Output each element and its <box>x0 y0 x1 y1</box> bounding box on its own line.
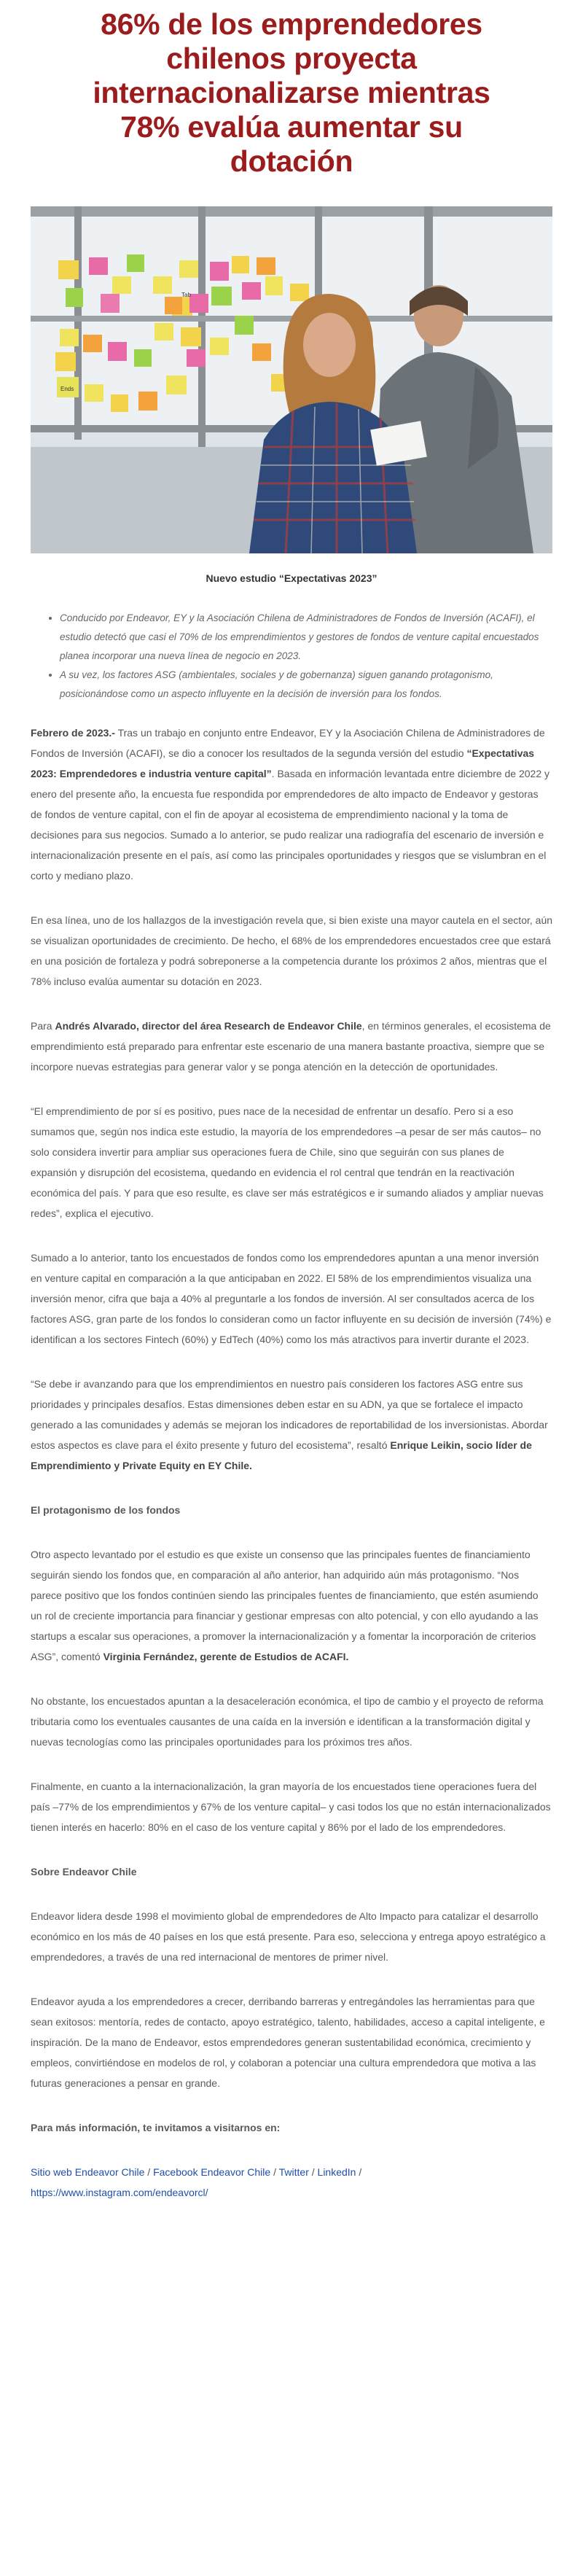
paragraph-quote <box>31 1374 552 1476</box>
quoted-person: Enrique Leikin, socio líder de Emprendimiento y Private Equity en EY Chile. <box>31 1439 532 1471</box>
link-separator: / <box>270 2166 279 2178</box>
quoted-person: Andrés Alvarado, director del área Research de Endeavor Chile <box>55 1020 362 1032</box>
paragraph-text: Tras un trabajo en conjunto entre Endeavor, EY y la Asociación Chilena de Administradores de Fondos de Inversión (ACAFI), se dio a conocer los resultados de la segunda versión del estudio <box>31 727 545 759</box>
social-links <box>31 2162 552 2203</box>
linkedin-link[interactable]: LinkedIn <box>317 2166 356 2178</box>
hero-image <box>31 206 552 553</box>
website-link[interactable]: Sitio web Endeavor Chile <box>31 2166 145 2178</box>
summary-bullets <box>29 609 554 704</box>
link-separator: / <box>144 2166 154 2178</box>
twitter-link[interactable]: Twitter <box>278 2166 309 2178</box>
link-separator: / <box>308 2166 318 2178</box>
paragraph: Finalmente, en cuanto a la internacionalización, la gran mayoría de los encuestados tiene operaciones fuera del país –77% de los emprendimientos y 67% de los venture capital– y casi todos los que no están internacionalizados tienen interés en hacerlo: 80% en el caso de los venture capital y 86% por el lado de los emprendedores. <box>31 1781 551 1833</box>
paragraph-text: “Se debe ir avanzando para que los emprendimientos en nuestro país consideren los factores ASG entre sus prioridades y principales desafíos. Estas dimensiones deben estar en su ADN, ya que se fortalece el impacto generado a las comunidades y además se mejoran los indicadores de reportabilidad de los inversionistas. Abordar estos aspectos es clave para el éxito presente y futuro del ecosistema”, resaltó <box>31 1378 548 1451</box>
study-title: “Expectativas 2023: Emprendedores e industria venture capital” <box>31 747 535 779</box>
paragraph: Endeavor lidera desde 1998 el movimiento global de emprendedores de Alto Impacto para catalizar el desarrollo económico en los más de 40 países en los que está presente. Para eso, selecciona y entrega apoyo estratégico a emprendedores, a través de una red internacional de mentores de primer nivel. <box>31 1910 546 1963</box>
link-separator: / <box>356 2166 362 2178</box>
paragraph-text: , en términos generales, el ecosistema de emprendimiento está preparado para enfrentar este escenario de una manera bastante proactiva, siempre que se incorpore nuevas estrategias para generar valor y se ponga atención en la detección de oportunidades. <box>31 1020 551 1073</box>
section-heading: Sobre Endeavor Chile <box>31 1866 137 1877</box>
section-heading: Para más información, te invitamos a visitarnos en: <box>31 2122 281 2133</box>
paragraph-intro <box>31 723 552 886</box>
paragraph-text: Para <box>31 1020 55 1032</box>
quoted-person: Virginia Fernández, gerente de Estudios de ACAFI. <box>103 1651 349 1662</box>
paragraph-quote: “El emprendimiento de por sí es positivo, pues nace de la necesidad de enfrentar un desafío. Pero si a eso sumamos que, según nos indica este estudio, la mayoría de los emprendedores –a pesar de ser más cautos– no solo considera invertir para ampliar sus operaciones fuera de Chile, sino que seguirán con sus planes de expansión y disrupción del ecosistema, quedando en evidencia el rol central que tendrán en la reactivación económica del país. Y para que eso resulte, es clave ser más estratégicos e ir sumando aliados y ampliar nuevas redes”, explica el ejecutivo. <box>31 1105 544 1219</box>
summary-bullet: • Conducido por Endeavor, EY y la Asociación Chilena de Administradores de Fondos de Inversión (ACAFI), el estudio detectó que casi el 70% de los emprendimientos y gestores de fondos de venture capital encuestados planea incorporar una nueva línea de negocio en 2023. <box>60 609 554 666</box>
paragraph: En esa línea, uno de los hallazgos de la investigación revela que, si bien existe una mayor cautela en el sector, aún se visualizan oportunidades de crecimiento. De hecho, el 68% de los emprendedores encuestados cree que estará en una posición de fortaleza y podrá sobreponerse a la competencia durante los próximos 2 años, mientras que el 78% incluso evalúa aumentar su dotación en 2023. <box>31 914 553 987</box>
article-headline: 86% de los emprendedores chilenos proyecta internacionalizarse mientras 78% evalúa aumentar su dotación <box>93 7 490 178</box>
image-caption: Nuevo estudio “Expectativas 2023” <box>206 572 377 584</box>
paragraph-text: Otro aspecto levantado por el estudio es que existe un consenso que las principales fuentes de financiamiento seguirán siendo los fondos que, en comparación al año anterior, han adquirido aún más protagonismo. “Nos parece positivo que los fondos continúen siendo las principales fuentes de financiamiento, que estén asumiendo un rol de creciente importancia para financiar y gestionar empresas con alto potencial, y con ello ayudando a las startups a escalar sus operaciones, a promover la internacionalización y a fomentar la incorporación de criterios ASG”, comentó <box>31 1549 539 1662</box>
section-heading: El protagonismo de los fondos <box>31 1504 181 1516</box>
article-body <box>0 704 583 2203</box>
paragraph <box>31 1016 552 1077</box>
paragraph: Sumado a lo anterior, tanto los encuestados de fondos como los emprendedores apuntan a una menor inversión en venture capital en comparación a la que anticipaban en 2022. El 58% de los emprendimientos visualiza una inversión menor, cifra que baja a 40% al preguntarle a los fondos de inversión. Al ser consultados acerca de los factores ASG, gran parte de los fondos lo consideran como un factor influyente en su decisión de inversión (74%) e identifican a los sectores Fintech (60%) y EdTech (40%) como los más atractivos para invertir durante el 2023. <box>31 1252 552 1345</box>
summary-bullet: • A su vez, los factores ASG (ambientales, sociales y de gobernanza) siguen ganando protagonismo, posicionándose como un aspecto influyente en la decisión de inversión para los fondos. <box>60 666 554 704</box>
instagram-link[interactable]: https://www.instagram.com/endeavorcl/ <box>31 2187 208 2198</box>
facebook-link[interactable]: Facebook Endeavor Chile <box>153 2166 271 2178</box>
sticky-note-label: Tab <box>181 292 191 298</box>
sticky-note-label: Ends <box>60 386 74 392</box>
paragraph-quote <box>31 1544 552 1667</box>
paragraph: Endeavor ayuda a los emprendedores a crecer, derribando barreras y entregándoles las herramientas para que sean exitosos: mentoría, redes de contacto, apoyo estratégico, talento, habilidades, acceso a capital inteligente, e inspiración. De la mano de Endeavor, estos emprendedores generan sustentabilidad económica, crecimiento y empleos, convirtiéndose en modelos de rol, y colaboran a potenciar una cultura emprendedora que motiva a las futuras generaciones a pensar en grande. <box>31 1996 545 2089</box>
hero-photo-illustration <box>31 206 552 553</box>
paragraph-text: . Basada en información levantada entre diciembre de 2022 y enero del presente año, la encuesta fue respondida por emprendedores de alto impacto de Endeavor y gestoras de fondos de venture capital, con el fin de apoyar al ecosistema de emprendimiento nacional y la toma de decisiones para sus negocios. Sumado a lo anterior, se pudo realizar una radiografía del escenario de inversión e internacionalización presente en el país, así como las principales oportunidades y riesgos que se vislumbran en el corto y mediano plazo. <box>31 768 550 882</box>
dateline: Febrero de 2023.- <box>31 727 115 739</box>
paragraph: No obstante, los encuestados apuntan a la desaceleración económica, el tipo de cambio y el proyecto de reforma tributaria como los eventuales causantes de una caída en la inversión e identifican a la transformación digital y nuevas tecnologías como las principales oportunidades para los próximos tres años. <box>31 1695 544 1748</box>
